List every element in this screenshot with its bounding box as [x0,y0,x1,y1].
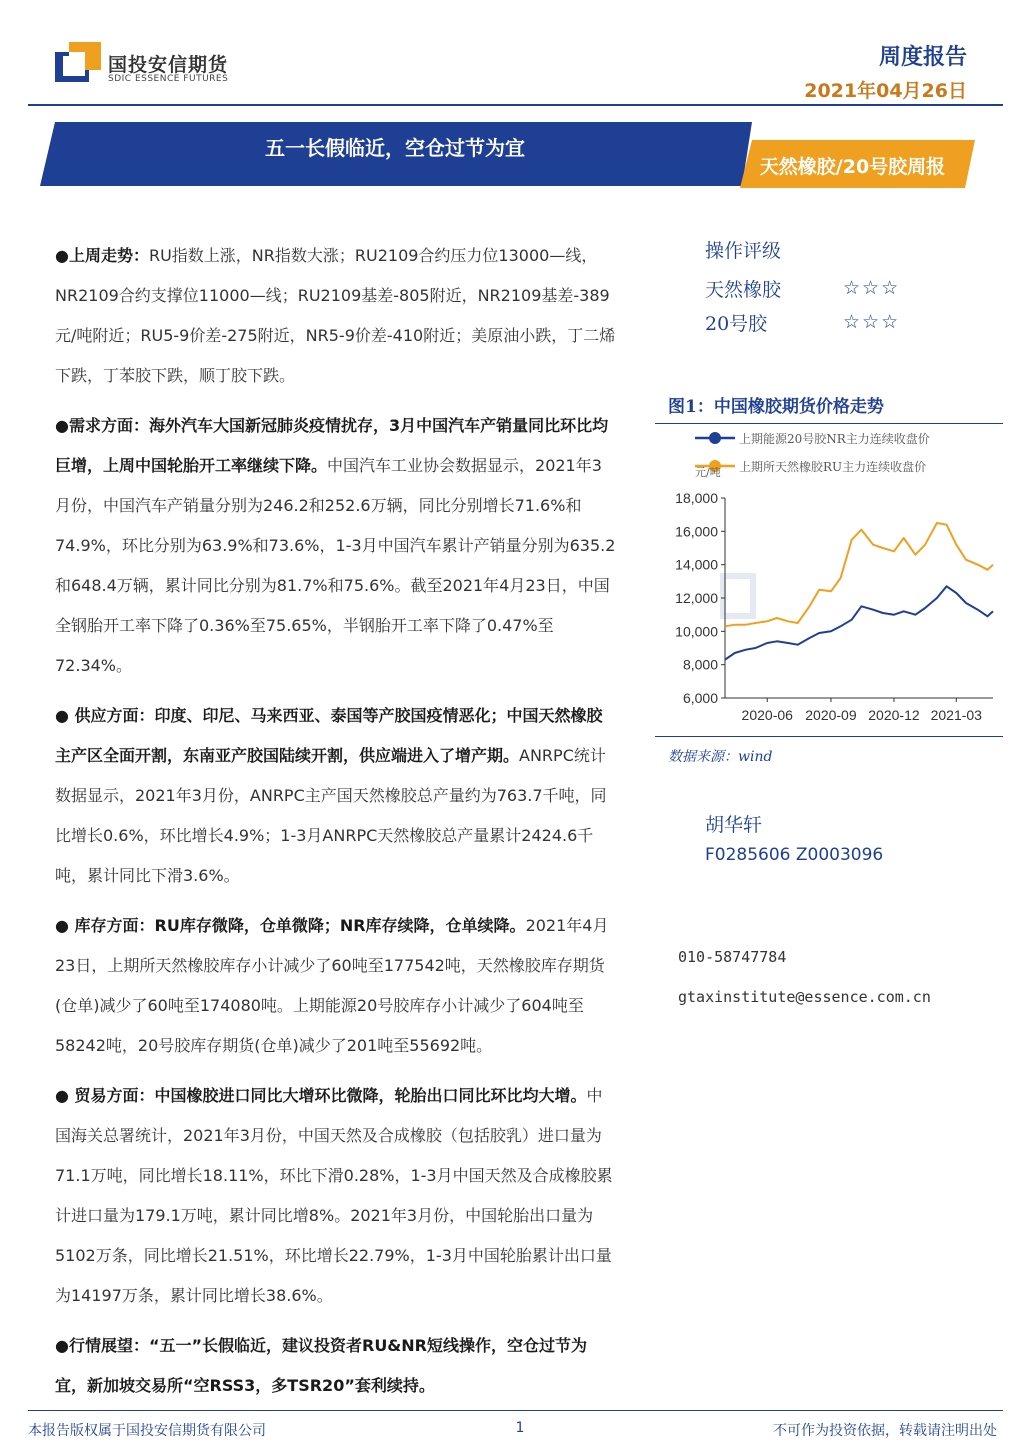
rating-title: 操作评级 [705,240,782,262]
header-divider [28,104,1003,106]
x-tick-label: 2020-06 [741,707,793,723]
footer-disclaimer: 不可作为投资依据，转载请注明出处 [773,1423,997,1439]
footer-copyright: 本报告版权属于国投安信期货有限公司 [28,1423,266,1439]
paragraph-outlook: ●行情展望：“五一”长假临近，建议投资者RU&NR短线操作，空仓过节为宜，新加坡交易所“空RSS3，多TSR20”套利续持。 [55,1336,587,1395]
paragraph-demand: ●需求方面：海外汽车大国新冠肺炎疫情扰存，3月中国汽车产销量同比环比均巨增，上周中国轮胎开工率继续下降。中国汽车工业协会数据显示，2021年3月份，中国汽车产销量分别为246.2和252.6万辆，同比分别增长71.6%和74.9%，环比分别为63.9%和73.6%，1-3月中国汽车累计产销量分别为635.2和648.4万辆，累计同比分别为81.7%和75.6%。截至2021年4月23日，中国全钢胎开工率下降了0.36%至75.65%，半钢胎开工率下降了0.47%至72.34%。 [55,416,616,675]
legend-marker [709,432,721,444]
report-date: 2021年04月26日 [804,80,967,102]
y-tick-label: 8,000 [682,656,718,673]
rating-name: 天然橡胶 [705,278,782,301]
body-column [55,236,617,1416]
watermark-icon [723,576,753,616]
rating-panel [705,236,900,339]
x-tick-label: 2020-12 [868,707,920,723]
y-tick-label: 6,000 [682,690,718,706]
report-subtitle: 天然橡胶/20号胶周报 [759,156,946,178]
logo-text-en: SDIC ESSENCE FUTURES [108,74,229,84]
contact-email: gtaxinstitute@essence.com.cn [678,988,931,1006]
rating-stars: ☆☆☆ [843,277,901,299]
page-number: 1 [515,1420,525,1436]
paragraph-trade: ● 贸易方面：中国橡胶进口同比大增环比微降，轮胎出口同比环比均大增。中国海关总署统计，2021年3月份，中国天然及合成橡胶（包括胶乳）进口量为71.1万吨，同比增长18.11%，环比下滑0.28%，1-3月中国天然及合成橡胶累计进口量为179.1万吨，累计同比增8%。2021年3月份，中国轮胎出口量为5102万条，同比增长21.51%，环比增长22.79%，1-3月中国轮胎累计出口量为14197万条，累计同比增长38.6%。 [55,1086,613,1305]
x-tick-label: 2020-09 [805,707,857,723]
logo-text-cn: 国投安信期货 [108,54,229,76]
footer-divider [28,1410,1003,1411]
rating-row [705,305,900,339]
contact-phone: 010-58747784 [678,948,787,966]
report-title: 五一长假临近，空仓过节为宜 [265,136,525,160]
series-line [725,586,993,659]
company-logo-icon [55,42,101,82]
y-unit-label: 元/吨 [695,466,721,479]
y-tick-label: 18,000 [675,490,718,506]
figure-bottom-rule [655,736,1003,737]
price-chart [655,424,1003,734]
author-name: 胡华轩 [705,814,763,836]
author-licenses: F0285606 Z0003096 [705,845,884,865]
figure-title: 图1：中国橡胶期货价格走势 [668,397,884,417]
legend-label: 上期所天然橡胶RU主力连续收盘价 [739,460,927,474]
y-tick-label: 12,000 [675,590,718,606]
figure-source: 数据来源：wind [668,749,773,765]
rating-row [705,271,900,305]
paragraph-weekly-trend: ●上周走势：RU指数上涨，NR指数大涨；RU2109合约压力位13000—线，NR2109合约支撑位11000—线；RU2109基差-805附近，NR2109基差-389元/吨附近；RU5-9价差-275附近，NR5-9价差-410附近；美原油小跌，丁二烯下跌，丁苯胶下跌，顺丁胶下跌。 [55,246,616,385]
y-tick-label: 14,000 [675,556,718,573]
rating-stars: ☆☆☆ [843,311,901,333]
paragraph-inventory: ● 库存方面：RU库存微降，仓单微降；NR库存续降，仓单续降。2021年4月23日，上期所天然橡胶库存小计减少了60吨至177542吨，天然橡胶库存期货(仓单)减少了60吨至174080吨。上期能源20号胶库存小计减少了604吨至58242吨，20号胶库存期货(仓单)减少了201吨至55692吨。 [55,916,609,1055]
y-tick-label: 16,000 [675,523,718,540]
report-type: 周度报告 [878,45,967,70]
x-tick-label: 2021-03 [930,707,982,723]
paragraph-supply: ● 供应方面：印度、印尼、马来西亚、泰国等产胶国疫情恶化；中国天然橡胶主产区全面开割，东南亚产胶国陆续开割，供应端进入了增产期。ANRPC统计数据显示，2021年3月份，ANRPC主产国天然橡胶总产量约为763.7千吨，同比增长0.6%，环比增长4.9%；1-3月ANRPC天然橡胶总产量累计2424.6千吨，累计同比下滑3.6%。 [55,706,607,885]
y-tick-label: 10,000 [675,623,718,640]
legend-label: 上期能源20号胶NR主力连续收盘价 [739,432,930,446]
rating-name: 20号胶 [705,312,768,335]
